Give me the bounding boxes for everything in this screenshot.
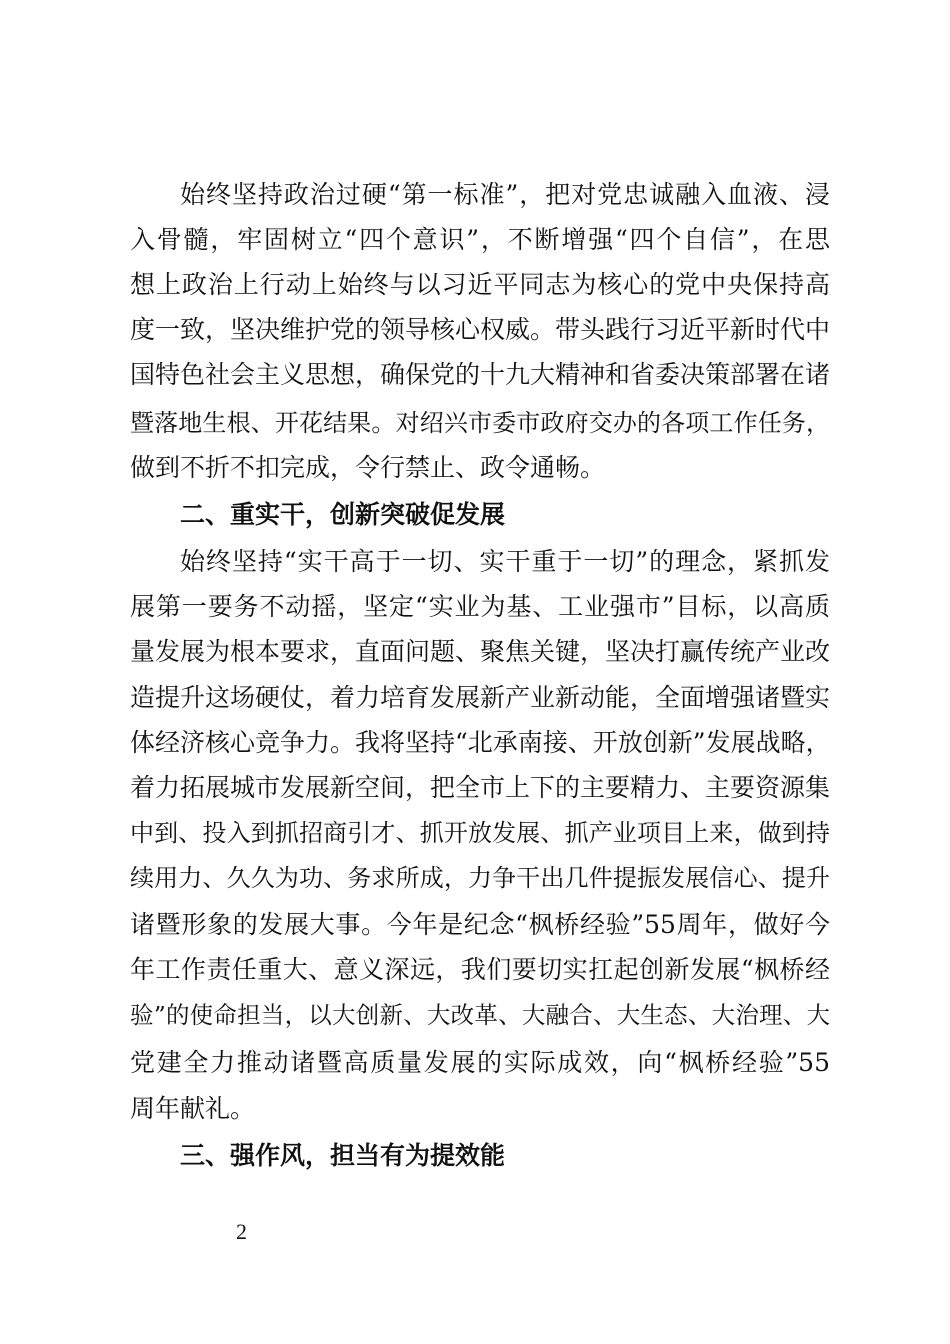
paragraph-line: 年工作责任重大、意义深远，我们要切实扛起创新发展“枫桥经: [130, 955, 830, 984]
paragraph-line: 做到不折不扣完成，令行禁止、政令通畅。: [130, 453, 606, 482]
paragraph-line: 着力拓展城市发展新空间，把全市上下的主要精力、主要资源集: [130, 773, 831, 802]
page-number: 2: [236, 1219, 247, 1244]
paragraph-line: 始终坚持政治过硬“第一标准”，把对党忠诚融入血液、浸: [180, 180, 830, 209]
paragraph-line: 续用力、久久为功、务求所成，力争干出几件提振发展信心、提升: [130, 864, 830, 892]
paragraph-line: 国特色社会主义思想，确保党的十九大精神和省委决策部署在诸: [130, 360, 831, 389]
paragraph-line: 暨落地生根、开花结果。对绍兴市委市政府交办的各项工作任务，: [130, 409, 830, 437]
paragraph-line: 诸暨形象的发展大事。今年是纪念“枫桥经验”55周年，做好今: [130, 910, 830, 939]
paragraph-line: 周年献礼。: [130, 1094, 256, 1123]
paragraph-line: 展第一要务不动摇，坚定“实业为基、工业强市”目标，以高质: [130, 592, 830, 621]
paragraph-line: 造提升这场硬仗，着力培育发展新产业新动能，全面增强诸暨实: [130, 683, 831, 712]
paragraph-line: 度一致，坚决维护党的领导核心权威。带头践行习近平新时代中: [130, 315, 831, 344]
paragraph-line: 始终坚持“实干高于一切、实干重于一切”的理念，紧抓发: [180, 547, 830, 576]
paragraph-line: 量发展为根本要求，直面问题、聚焦关键，坚决打赢传统产业改: [130, 637, 831, 666]
paragraph-line: 验”的使命担当，以大创新、大改革、大融合、大生态、大治理、大: [130, 1001, 830, 1029]
paragraph-line: 入骨髓，牢固树立“四个意识”，不断增强“四个自信”，在思: [130, 225, 830, 254]
paragraph-line: 体经济核心竞争力。我将坚持“北承南接、开放创新”发展战略，: [130, 728, 831, 757]
section-heading: 二、重实干，创新突破促发展: [180, 500, 506, 529]
section-heading: 三、强作风，担当有为提效能: [180, 1141, 506, 1170]
paragraph-line: 中到、投入到抓招商引才、抓开放发展、抓产业项目上来，做到持: [130, 819, 830, 847]
paragraph-line: 想上政治上行动上始终与以习近平同志为核心的党中央保持高: [130, 270, 830, 299]
paragraph-line: 党建全力推动诸暨高质量发展的实际成效，向“枫桥经验”55: [130, 1048, 830, 1077]
